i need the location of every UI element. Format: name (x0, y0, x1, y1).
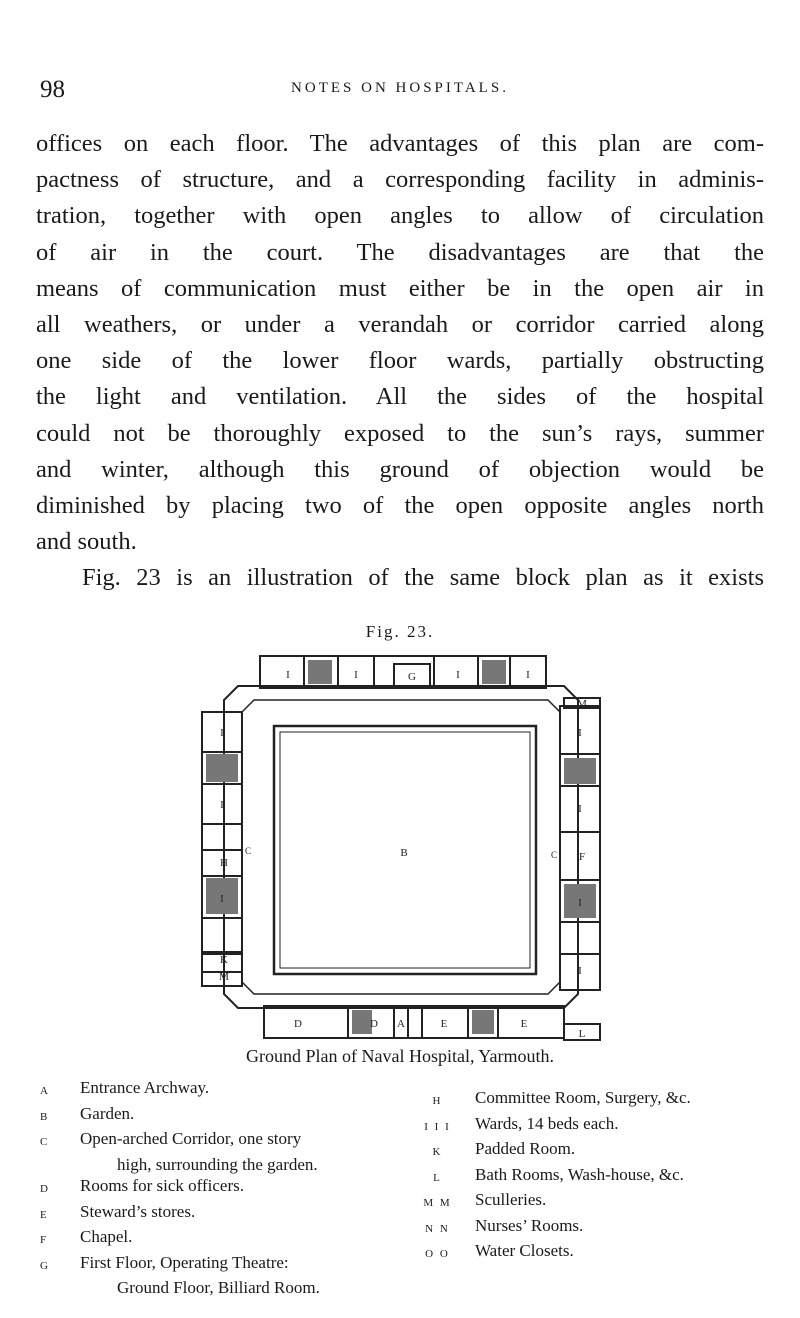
bottom-letter-e: E (520, 1018, 528, 1030)
legend-text: Entrance Archway. (80, 1078, 210, 1097)
legend-key: M M (423, 1197, 452, 1209)
figure-caption: Ground Plan of Naval Hospital, Yarmouth. (246, 1046, 554, 1066)
legend-item (410, 1215, 790, 1241)
left-letter-k: K (220, 954, 228, 966)
legend-text: First Floor, Operating Theatre: (80, 1252, 289, 1272)
legend-text: Garden. (80, 1103, 135, 1123)
ward-letter: I (220, 799, 224, 811)
legend-text: Water Closets. (475, 1241, 574, 1260)
legend-key: B (40, 1110, 50, 1123)
legend-key: C (40, 1136, 50, 1148)
legend-text: Nurses’ Rooms. (475, 1215, 584, 1235)
page-header (0, 76, 800, 106)
ward-letter: I (578, 965, 582, 977)
corridor-letter: C (550, 850, 558, 860)
legend-item (410, 1189, 790, 1215)
legend-key: K (432, 1146, 443, 1158)
ward-letter: I (578, 727, 582, 739)
ward-letter: I (456, 669, 460, 681)
figure-label: Fig. 23. (365, 622, 435, 641)
text-line: one side of the lower floor wards, partially obstructing (36, 347, 764, 375)
text-line: could not be thoroughly exposed to the sun’s rays, summer (36, 419, 764, 447)
text-line: tration, together with open angles to allow of circulation (36, 202, 764, 230)
legend-left (40, 1077, 400, 1299)
corridor-letter: C (244, 846, 252, 856)
garden-letter: B (400, 847, 408, 859)
legend-text: Bath Rooms, Wash-house, &c. (475, 1164, 684, 1184)
bottom-letter-e: E (440, 1018, 448, 1030)
legend-item (40, 1226, 400, 1252)
ward-letter: I (578, 803, 582, 815)
legend-key: F (40, 1234, 49, 1246)
top-letter-g: G (408, 671, 416, 683)
legend-text: Sculleries. (475, 1190, 547, 1209)
legend-text: Committee Room, Surgery, &c. (475, 1088, 691, 1107)
legend-text: Chapel. (80, 1227, 133, 1246)
right-letter-m: M (577, 698, 587, 710)
text-line: offices on each floor. The advantages of this plan are com- (36, 130, 764, 157)
bottom-letter-d: D (294, 1018, 302, 1030)
legend-item (410, 1138, 790, 1164)
legend-item (410, 1113, 790, 1139)
ward-letter: I (526, 669, 530, 681)
legend-text: Open-arched Corridor, one story (80, 1129, 302, 1148)
left-letter-h: H (220, 857, 228, 869)
text-line: and winter, although this ground of objection would be (36, 455, 764, 483)
legend-item (410, 1164, 790, 1190)
legend-item (40, 1201, 400, 1227)
legend-right (410, 1087, 790, 1266)
bottom-letter-d: D (370, 1018, 378, 1030)
text-line: means of communication must either be in the open air in (36, 274, 764, 302)
legend-text: Steward’s stores. (80, 1201, 196, 1221)
legend-item (40, 1175, 400, 1201)
legend-item (410, 1240, 790, 1266)
legend-text-continued: Ground Floor, Billiard Room. (117, 1278, 320, 1297)
text-line: diminished by placing two of the open opposite angles north (36, 491, 764, 519)
running-head: NOTES ON HOSPITALS. (291, 80, 509, 96)
legend-key: A (40, 1085, 50, 1097)
ward-letter: I (220, 893, 224, 905)
legend-key: N N (425, 1222, 450, 1235)
text-line: of air in the court. The disadvantages are that the (36, 238, 764, 266)
page-number: 98 (40, 76, 65, 103)
ground-plan-figure (198, 654, 604, 1044)
legend-key: E (40, 1208, 49, 1221)
legend-item (40, 1252, 400, 1278)
legend-key: I I I (424, 1120, 451, 1133)
body-text (36, 126, 764, 596)
legend-item (410, 1087, 790, 1113)
ward-letter: I (286, 669, 290, 681)
text-line: and south. (36, 528, 137, 556)
legend-item (40, 1077, 400, 1103)
legend-text-continued: high, surrounding the garden. (117, 1154, 318, 1174)
left-letter-m: M (219, 971, 229, 983)
text-line: Fig. 23 is an illustration of the same block plan as it exists (82, 564, 764, 592)
text-line: pactness of structure, and a corresponding facility in adminis- (36, 166, 764, 194)
ward-letter: I (578, 897, 582, 909)
legend-item (40, 1103, 400, 1129)
right-letter-f: F (578, 851, 586, 863)
text-line: the light and ventilation. All the sides of the hospital (36, 383, 764, 411)
legend-text: Wards, 14 beds each. (475, 1113, 619, 1133)
legend-key: G (40, 1259, 50, 1272)
legend-key: H (432, 1095, 443, 1107)
bottom-letter-l: L (578, 1028, 586, 1040)
ward-letter: I (354, 669, 358, 681)
legend-key: D (40, 1183, 50, 1195)
legend-item (40, 1128, 400, 1154)
bottom-letter-a: A (397, 1018, 405, 1030)
legend-key: L (433, 1171, 442, 1184)
legend-key: O O (425, 1248, 450, 1260)
text-line: all weathers, or under a verandah or corridor carried along (36, 310, 764, 338)
ward-letter: I (220, 727, 224, 739)
legend-text: Rooms for sick officers. (80, 1176, 244, 1195)
legend-text: Padded Room. (475, 1139, 576, 1158)
